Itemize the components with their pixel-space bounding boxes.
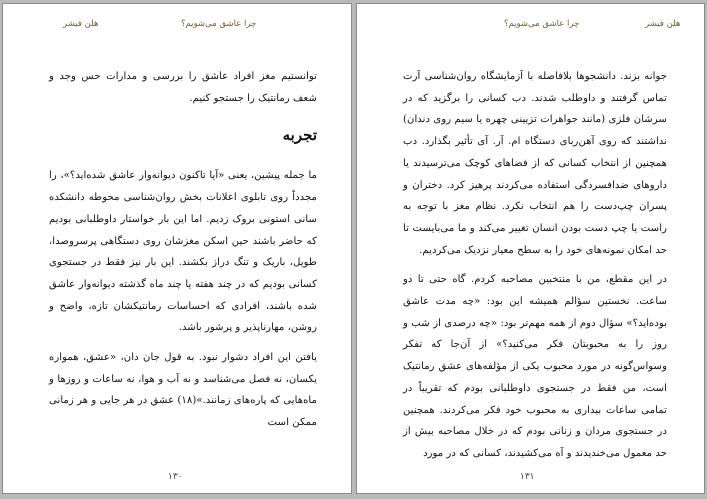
page-body	[49, 66, 317, 434]
right-page	[356, 3, 705, 494]
header-title: چرا عاشق می‌شویم؟	[181, 19, 257, 29]
body-paragraph: ما جمله پیشین، یعنی «آیا تاکنون دیوانه‌وار عاشق شده‌اید؟»، را مجدداً روی تابلوی اعلانات بخش روان‌شناسی محوطه دانشکده سانی استونی بروک زدیم. اما این بار خواستار داوطلبانی بودیم که حاضر باشند حین اسکن مغزشان روی دستگاهی پرسروصدا، طویل، باریک و تنگ دراز بکشند. این بار نیز فقط در جستجوی کسانی بودیم که در چند هفته یا چند ماه گذشته دیوانه‌وار عاشق شده باشند، افرادی که احساسات رمانتیکشان تازه، واضح و روشن، مهارناپذیر و پرشور باشد.	[49, 170, 317, 334]
page-number: ۱۳۰	[168, 472, 183, 482]
body-paragraph: یافتن این افراد دشوار نبود. به قول جان دان، «عشق، همواره یکسان، نه فصل می‌شناسد و نه آب و هوا، نه ساعات و روزها و ماه‌هایی که پاره‌های زمانند.»(۱۸) عشق در هر جایی و هر زمانی ممکن است	[49, 352, 317, 429]
body-paragraph: در این مقطع، من با منتخبین مصاحبه کردم. گاه حتی تا دو ساعت. نخستین سؤالم همیشه این بود: «چه مدت عاشق بوده‌اید؟» سؤال دوم از همه مهم‌تر بود: «چه درصدی از شب و روز را به محبوبتان فکر می‌کنید؟» از آن‌جا که تفکر وسواس‌گونه در مورد محبوب یکی از مؤلفه‌های عشق رمانتیک است، من فقط در جستجوی داوطلبانی بودم که تقریباً در تمامی ساعات بیداری به محبوب خود فکر می‌کردند. همچنین در جستجوی مردان و زنانی بودم که در خلال مصاحبه بیش از حد معمول می‌خندیدند و آه می‌کشیدند، کسانی که در مورد	[403, 274, 667, 459]
header-author: هلن فیشر	[63, 19, 99, 29]
page-number: ۱۳۱	[520, 472, 535, 482]
left-page	[2, 3, 352, 494]
section-heading: تجربه	[282, 126, 317, 145]
body-paragraph: جوانه بزند. دانشجوها بلافاصله با آزمایشگاه روان‌شناسی آرت تماس گرفتند و داوطلب شدند. دب کسانی را برگزید که در سرشان فلزی (مانند جواهرات تزیینی چهره یا سیم روی دندان) نداشتند که روی آهن‌ربای دستگاه ام. آر. آی تأثیر بگذارد. دب همچنین از انتخاب کسانی که از فضاهای کوچک می‌ترسیدند یا داروهای ضدافسردگی استفاده می‌کردند پرهیز کرد. دختران و پسران چپ‌دست را هم انتخاب نکرد. نظام مغز با توجه به راست یا چپ دست بودن انسان تغییر می‌کند و ما می‌بایست تا حد امکان نمونه‌های خود را به سطح معیار نزدیک می‌کردیم.	[403, 71, 667, 256]
page-body	[403, 66, 667, 465]
header-title: چرا عاشق می‌شویم؟	[504, 19, 580, 29]
header-author: هلن فیشر	[645, 19, 681, 29]
intro-paragraph: توانستیم مغز افراد عاشق را بررسی و مدارات حس وجد و شعف رمانتیک را جستجو کنیم.	[49, 71, 317, 104]
